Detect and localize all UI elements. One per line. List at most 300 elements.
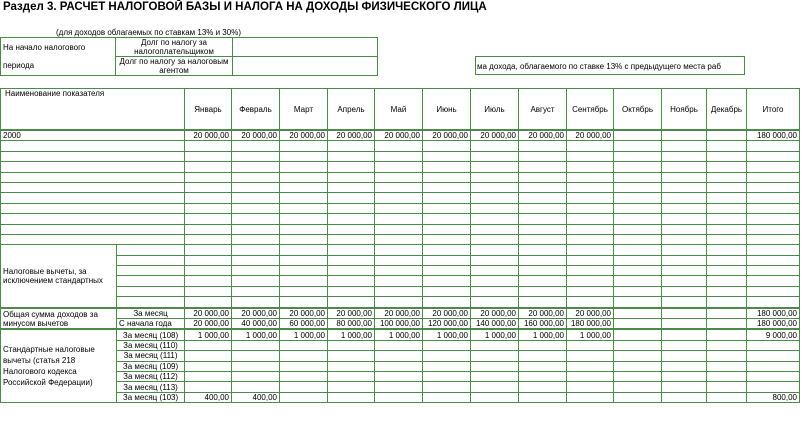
- value-cell[interactable]: [232, 382, 280, 392]
- total-cell[interactable]: [747, 266, 800, 276]
- value-cell[interactable]: [567, 266, 614, 276]
- value-cell[interactable]: 1 000,00: [519, 329, 567, 340]
- value-cell[interactable]: [662, 340, 707, 350]
- value-cell[interactable]: [185, 351, 232, 361]
- value-cell[interactable]: [328, 234, 375, 244]
- value-cell[interactable]: [328, 182, 375, 192]
- value-cell[interactable]: [280, 245, 328, 255]
- value-cell[interactable]: [423, 203, 471, 213]
- value-cell[interactable]: [614, 182, 662, 192]
- total-cell[interactable]: [747, 297, 800, 308]
- value-cell[interactable]: [567, 392, 614, 402]
- value-cell[interactable]: 20 000,00: [567, 130, 614, 141]
- value-cell[interactable]: [662, 392, 707, 402]
- value-cell[interactable]: [185, 371, 232, 381]
- value-cell[interactable]: [280, 214, 328, 224]
- value-cell[interactable]: [614, 162, 662, 172]
- value-cell[interactable]: [328, 255, 375, 265]
- value-cell[interactable]: [328, 193, 375, 203]
- value-cell[interactable]: [614, 308, 662, 319]
- value-cell[interactable]: [185, 276, 232, 286]
- value-cell[interactable]: [614, 130, 662, 141]
- value-cell[interactable]: [423, 255, 471, 265]
- value-cell[interactable]: [662, 329, 707, 340]
- value-cell[interactable]: [567, 193, 614, 203]
- value-cell[interactable]: [519, 266, 567, 276]
- value-cell[interactable]: [375, 276, 423, 286]
- deduction-code[interactable]: [117, 266, 185, 276]
- value-cell[interactable]: [707, 351, 747, 361]
- value-cell[interactable]: [375, 382, 423, 392]
- value-cell[interactable]: [185, 234, 232, 244]
- value-cell[interactable]: [328, 141, 375, 151]
- value-cell[interactable]: [328, 371, 375, 381]
- total-cell[interactable]: [747, 141, 800, 151]
- value-cell[interactable]: 20 000,00: [471, 130, 519, 141]
- value-cell[interactable]: [423, 392, 471, 402]
- value-cell[interactable]: [614, 392, 662, 402]
- deduction-code[interactable]: [117, 297, 185, 308]
- value-cell[interactable]: [185, 182, 232, 192]
- value-cell[interactable]: [185, 172, 232, 182]
- value-cell[interactable]: [614, 214, 662, 224]
- value-cell[interactable]: [185, 286, 232, 296]
- value-cell[interactable]: 20 000,00: [519, 130, 567, 141]
- value-cell[interactable]: [662, 266, 707, 276]
- value-cell[interactable]: [328, 266, 375, 276]
- value-cell[interactable]: [614, 361, 662, 371]
- value-cell[interactable]: [519, 214, 567, 224]
- debt-taxpayer-value[interactable]: [233, 38, 378, 57]
- value-cell[interactable]: 160 000,00: [519, 319, 567, 330]
- value-cell[interactable]: [707, 162, 747, 172]
- value-cell[interactable]: [707, 329, 747, 340]
- total-cell[interactable]: [747, 151, 800, 161]
- value-cell[interactable]: [567, 255, 614, 265]
- row-code[interactable]: [1, 162, 185, 172]
- total-cell[interactable]: [747, 214, 800, 224]
- value-cell[interactable]: [707, 382, 747, 392]
- value-cell[interactable]: [232, 255, 280, 265]
- value-cell[interactable]: [614, 193, 662, 203]
- value-cell[interactable]: [280, 371, 328, 381]
- value-cell[interactable]: [280, 361, 328, 371]
- value-cell[interactable]: [280, 351, 328, 361]
- value-cell[interactable]: [471, 382, 519, 392]
- value-cell[interactable]: [280, 266, 328, 276]
- value-cell[interactable]: [328, 276, 375, 286]
- value-cell[interactable]: [185, 297, 232, 308]
- value-cell[interactable]: 20 000,00: [423, 130, 471, 141]
- value-cell[interactable]: 1 000,00: [185, 329, 232, 340]
- value-cell[interactable]: [519, 203, 567, 213]
- value-cell[interactable]: [423, 371, 471, 381]
- value-cell[interactable]: [662, 182, 707, 192]
- value-cell[interactable]: [423, 276, 471, 286]
- row-code[interactable]: [1, 234, 185, 244]
- value-cell[interactable]: [567, 162, 614, 172]
- value-cell[interactable]: [567, 203, 614, 213]
- value-cell[interactable]: 80 000,00: [328, 319, 375, 330]
- value-cell[interactable]: [707, 361, 747, 371]
- value-cell[interactable]: [423, 214, 471, 224]
- value-cell[interactable]: [519, 276, 567, 286]
- value-cell[interactable]: 400,00: [232, 392, 280, 402]
- value-cell[interactable]: [614, 234, 662, 244]
- value-cell[interactable]: [614, 266, 662, 276]
- value-cell[interactable]: [707, 182, 747, 192]
- value-cell[interactable]: 100 000,00: [375, 319, 423, 330]
- value-cell[interactable]: [662, 297, 707, 308]
- value-cell[interactable]: [232, 340, 280, 350]
- value-cell[interactable]: [567, 172, 614, 182]
- value-cell[interactable]: [707, 371, 747, 381]
- value-cell[interactable]: [423, 286, 471, 296]
- total-cell[interactable]: [747, 172, 800, 182]
- value-cell[interactable]: 1 000,00: [280, 329, 328, 340]
- value-cell[interactable]: [662, 214, 707, 224]
- value-cell[interactable]: [185, 340, 232, 350]
- value-cell[interactable]: [375, 266, 423, 276]
- total-cell[interactable]: [747, 286, 800, 296]
- value-cell[interactable]: [662, 130, 707, 141]
- value-cell[interactable]: [567, 276, 614, 286]
- value-cell[interactable]: [707, 203, 747, 213]
- value-cell[interactable]: [232, 203, 280, 213]
- value-cell[interactable]: [707, 151, 747, 161]
- value-cell[interactable]: [375, 286, 423, 296]
- value-cell[interactable]: [185, 255, 232, 265]
- total-cell[interactable]: [747, 162, 800, 172]
- value-cell[interactable]: [423, 141, 471, 151]
- value-cell[interactable]: [375, 151, 423, 161]
- value-cell[interactable]: 140 000,00: [471, 319, 519, 330]
- value-cell[interactable]: [662, 308, 707, 319]
- value-cell[interactable]: [280, 162, 328, 172]
- total-cell[interactable]: [747, 182, 800, 192]
- value-cell[interactable]: [375, 255, 423, 265]
- value-cell[interactable]: [232, 245, 280, 255]
- value-cell[interactable]: [707, 214, 747, 224]
- total-cell[interactable]: [747, 276, 800, 286]
- total-cell[interactable]: [747, 245, 800, 255]
- value-cell[interactable]: [232, 234, 280, 244]
- value-cell[interactable]: [471, 141, 519, 151]
- value-cell[interactable]: [232, 224, 280, 234]
- value-cell[interactable]: 1 000,00: [328, 329, 375, 340]
- value-cell[interactable]: [662, 234, 707, 244]
- value-cell[interactable]: 1 000,00: [471, 329, 519, 340]
- value-cell[interactable]: [328, 172, 375, 182]
- value-cell[interactable]: [519, 234, 567, 244]
- value-cell[interactable]: [232, 371, 280, 381]
- value-cell[interactable]: 180 000,00: [567, 319, 614, 330]
- value-cell[interactable]: [375, 193, 423, 203]
- value-cell[interactable]: [232, 141, 280, 151]
- value-cell[interactable]: [662, 151, 707, 161]
- value-cell[interactable]: [232, 182, 280, 192]
- value-cell[interactable]: [707, 286, 747, 296]
- value-cell[interactable]: [567, 382, 614, 392]
- value-cell[interactable]: [707, 234, 747, 244]
- value-cell[interactable]: [185, 193, 232, 203]
- value-cell[interactable]: [519, 162, 567, 172]
- value-cell[interactable]: [375, 234, 423, 244]
- value-cell[interactable]: [614, 203, 662, 213]
- value-cell[interactable]: [375, 340, 423, 350]
- value-cell[interactable]: [614, 255, 662, 265]
- value-cell[interactable]: [519, 382, 567, 392]
- value-cell[interactable]: [614, 319, 662, 330]
- value-cell[interactable]: [471, 340, 519, 350]
- value-cell[interactable]: [471, 351, 519, 361]
- total-cell[interactable]: [747, 193, 800, 203]
- value-cell[interactable]: 20 000,00: [567, 308, 614, 319]
- value-cell[interactable]: [471, 203, 519, 213]
- value-cell[interactable]: [232, 297, 280, 308]
- value-cell[interactable]: 20 000,00: [328, 308, 375, 319]
- value-cell[interactable]: [614, 151, 662, 161]
- value-cell[interactable]: [707, 319, 747, 330]
- value-cell[interactable]: [280, 151, 328, 161]
- value-cell[interactable]: 20 000,00: [328, 130, 375, 141]
- value-cell[interactable]: [375, 141, 423, 151]
- value-cell[interactable]: [471, 392, 519, 402]
- value-cell[interactable]: 20 000,00: [232, 130, 280, 141]
- value-cell[interactable]: [707, 308, 747, 319]
- value-cell[interactable]: [707, 245, 747, 255]
- value-cell[interactable]: [567, 297, 614, 308]
- row-code[interactable]: [1, 172, 185, 182]
- value-cell[interactable]: [707, 172, 747, 182]
- value-cell[interactable]: [519, 351, 567, 361]
- row-code[interactable]: [1, 224, 185, 234]
- value-cell[interactable]: [519, 193, 567, 203]
- value-cell[interactable]: [280, 276, 328, 286]
- value-cell[interactable]: [471, 276, 519, 286]
- value-cell[interactable]: [707, 266, 747, 276]
- value-cell[interactable]: [614, 371, 662, 381]
- value-cell[interactable]: [471, 151, 519, 161]
- value-cell[interactable]: 120 000,00: [423, 319, 471, 330]
- value-cell[interactable]: [280, 172, 328, 182]
- value-cell[interactable]: 1 000,00: [423, 329, 471, 340]
- value-cell[interactable]: [662, 255, 707, 265]
- value-cell[interactable]: [471, 255, 519, 265]
- value-cell[interactable]: [567, 141, 614, 151]
- value-cell[interactable]: [567, 340, 614, 350]
- value-cell[interactable]: [471, 193, 519, 203]
- value-cell[interactable]: [375, 182, 423, 192]
- value-cell[interactable]: [232, 276, 280, 286]
- value-cell[interactable]: [471, 297, 519, 308]
- value-cell[interactable]: [707, 224, 747, 234]
- value-cell[interactable]: [423, 151, 471, 161]
- value-cell[interactable]: [519, 340, 567, 350]
- row-code[interactable]: [1, 182, 185, 192]
- value-cell[interactable]: [662, 245, 707, 255]
- value-cell[interactable]: [614, 382, 662, 392]
- value-cell[interactable]: [662, 203, 707, 213]
- value-cell[interactable]: [328, 245, 375, 255]
- value-cell[interactable]: [280, 382, 328, 392]
- row-code[interactable]: [1, 214, 185, 224]
- value-cell[interactable]: 20 000,00: [280, 308, 328, 319]
- value-cell[interactable]: [280, 224, 328, 234]
- value-cell[interactable]: [423, 361, 471, 371]
- value-cell[interactable]: [185, 382, 232, 392]
- value-cell[interactable]: [567, 214, 614, 224]
- value-cell[interactable]: [662, 193, 707, 203]
- deduction-code[interactable]: [117, 255, 185, 265]
- value-cell[interactable]: [519, 182, 567, 192]
- value-cell[interactable]: [328, 151, 375, 161]
- value-cell[interactable]: [614, 276, 662, 286]
- value-cell[interactable]: [232, 162, 280, 172]
- value-cell[interactable]: [707, 141, 747, 151]
- total-cell[interactable]: [747, 255, 800, 265]
- value-cell[interactable]: [232, 172, 280, 182]
- value-cell[interactable]: [614, 141, 662, 151]
- value-cell[interactable]: 20 000,00: [519, 308, 567, 319]
- value-cell[interactable]: [707, 297, 747, 308]
- value-cell[interactable]: [375, 297, 423, 308]
- value-cell[interactable]: [423, 224, 471, 234]
- value-cell[interactable]: 40 000,00: [232, 319, 280, 330]
- value-cell[interactable]: [471, 371, 519, 381]
- deduction-code[interactable]: [117, 276, 185, 286]
- value-cell[interactable]: [662, 162, 707, 172]
- value-cell[interactable]: [662, 382, 707, 392]
- value-cell[interactable]: [280, 340, 328, 350]
- total-cell[interactable]: [747, 224, 800, 234]
- value-cell[interactable]: [471, 234, 519, 244]
- value-cell[interactable]: [707, 276, 747, 286]
- value-cell[interactable]: [185, 361, 232, 371]
- value-cell[interactable]: [185, 151, 232, 161]
- value-cell[interactable]: [519, 224, 567, 234]
- value-cell[interactable]: [328, 203, 375, 213]
- value-cell[interactable]: [567, 224, 614, 234]
- value-cell[interactable]: [662, 276, 707, 286]
- value-cell[interactable]: [707, 130, 747, 141]
- value-cell[interactable]: 60 000,00: [280, 319, 328, 330]
- value-cell[interactable]: 400,00: [185, 392, 232, 402]
- value-cell[interactable]: [614, 172, 662, 182]
- value-cell[interactable]: [185, 141, 232, 151]
- value-cell[interactable]: [375, 172, 423, 182]
- value-cell[interactable]: [328, 340, 375, 350]
- value-cell[interactable]: [707, 193, 747, 203]
- value-cell[interactable]: [185, 266, 232, 276]
- value-cell[interactable]: [375, 351, 423, 361]
- value-cell[interactable]: [567, 182, 614, 192]
- value-cell[interactable]: [614, 245, 662, 255]
- value-cell[interactable]: [280, 182, 328, 192]
- value-cell[interactable]: [280, 255, 328, 265]
- value-cell[interactable]: [614, 340, 662, 350]
- value-cell[interactable]: 20 000,00: [375, 130, 423, 141]
- value-cell[interactable]: [185, 224, 232, 234]
- value-cell[interactable]: [567, 361, 614, 371]
- value-cell[interactable]: [567, 286, 614, 296]
- value-cell[interactable]: 1 000,00: [375, 329, 423, 340]
- value-cell[interactable]: [375, 224, 423, 234]
- value-cell[interactable]: [328, 361, 375, 371]
- value-cell[interactable]: [232, 361, 280, 371]
- value-cell[interactable]: [519, 255, 567, 265]
- value-cell[interactable]: [662, 361, 707, 371]
- value-cell[interactable]: [519, 172, 567, 182]
- value-cell[interactable]: [185, 245, 232, 255]
- value-cell[interactable]: [328, 162, 375, 172]
- value-cell[interactable]: [375, 162, 423, 172]
- value-cell[interactable]: [471, 214, 519, 224]
- value-cell[interactable]: [471, 172, 519, 182]
- value-cell[interactable]: [614, 297, 662, 308]
- value-cell[interactable]: 20 000,00: [185, 308, 232, 319]
- value-cell[interactable]: [423, 162, 471, 172]
- value-cell[interactable]: [328, 382, 375, 392]
- value-cell[interactable]: [662, 224, 707, 234]
- value-cell[interactable]: [423, 182, 471, 192]
- value-cell[interactable]: [662, 141, 707, 151]
- value-cell[interactable]: [328, 297, 375, 308]
- value-cell[interactable]: [567, 151, 614, 161]
- value-cell[interactable]: [662, 351, 707, 361]
- value-cell[interactable]: [519, 245, 567, 255]
- value-cell[interactable]: [232, 193, 280, 203]
- value-cell[interactable]: [280, 286, 328, 296]
- value-cell[interactable]: [328, 351, 375, 361]
- row-code[interactable]: [1, 203, 185, 213]
- value-cell[interactable]: [423, 266, 471, 276]
- value-cell[interactable]: [232, 286, 280, 296]
- value-cell[interactable]: [232, 351, 280, 361]
- value-cell[interactable]: [280, 297, 328, 308]
- row-code[interactable]: [1, 151, 185, 161]
- value-cell[interactable]: [519, 141, 567, 151]
- total-cell[interactable]: [747, 234, 800, 244]
- debt-agent-value[interactable]: [233, 57, 378, 76]
- value-cell[interactable]: [280, 193, 328, 203]
- value-cell[interactable]: [707, 255, 747, 265]
- row-code[interactable]: [1, 193, 185, 203]
- value-cell[interactable]: 20 000,00: [423, 308, 471, 319]
- value-cell[interactable]: 20 000,00: [185, 130, 232, 141]
- value-cell[interactable]: [471, 182, 519, 192]
- value-cell[interactable]: [185, 162, 232, 172]
- value-cell[interactable]: [280, 203, 328, 213]
- value-cell[interactable]: [423, 234, 471, 244]
- value-cell[interactable]: [280, 234, 328, 244]
- value-cell[interactable]: [185, 203, 232, 213]
- value-cell[interactable]: [423, 382, 471, 392]
- value-cell[interactable]: [662, 286, 707, 296]
- value-cell[interactable]: [567, 371, 614, 381]
- value-cell[interactable]: [328, 224, 375, 234]
- value-cell[interactable]: [375, 361, 423, 371]
- value-cell[interactable]: [614, 351, 662, 361]
- value-cell[interactable]: [375, 203, 423, 213]
- total-cell[interactable]: [747, 203, 800, 213]
- value-cell[interactable]: [519, 371, 567, 381]
- value-cell[interactable]: [328, 214, 375, 224]
- value-cell[interactable]: [423, 193, 471, 203]
- value-cell[interactable]: [567, 351, 614, 361]
- value-cell[interactable]: [662, 319, 707, 330]
- value-cell[interactable]: [280, 141, 328, 151]
